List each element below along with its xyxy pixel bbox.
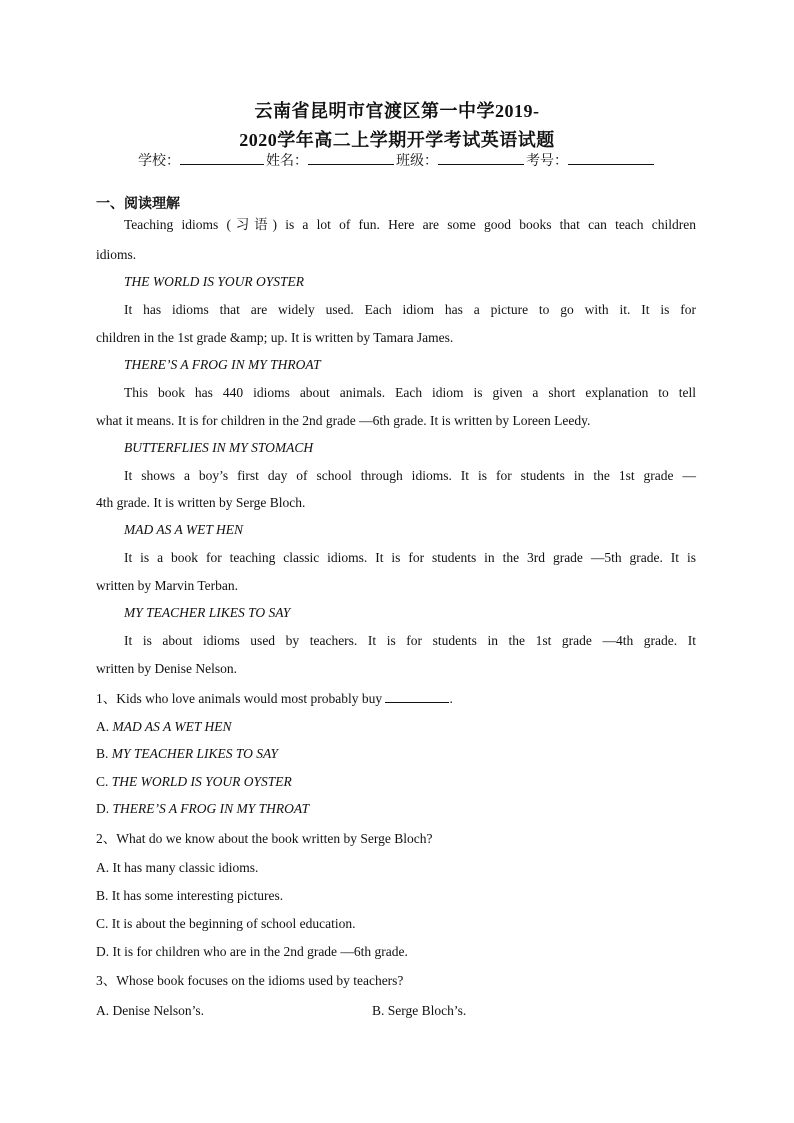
book1-line2: children in the 1st grade &amp; up. It is written by Tamara James.: [96, 330, 454, 345]
school-blank[interactable]: [180, 150, 264, 165]
book1-line1: It has idioms that are widely used. Each idiom has a picture to go with it. It is for: [124, 302, 696, 317]
book4-line1: It is a book for teaching classic idioms. It is for students in the 3rd grade —5th grade. It is: [124, 550, 696, 565]
option-letter: A.: [96, 719, 113, 734]
question-2-option-c[interactable]: C. It is about the beginning of school education.: [96, 916, 356, 931]
question-2-option-a[interactable]: A. It has many classic idioms.: [96, 860, 259, 875]
name-label: 姓名：: [266, 154, 308, 169]
option-text: THERE’S A FROG IN MY THROAT: [112, 801, 310, 816]
question-3-option-b[interactable]: B. Serge Bloch’s.: [372, 1003, 467, 1018]
passage-intro-line1: Teaching idioms (习语) is a lot of fun. Here are some good books that can teach children: [124, 217, 696, 232]
class-blank[interactable]: [438, 150, 524, 165]
book5-line2: written by Denise Nelson.: [96, 661, 237, 676]
number-label: 考号：: [526, 154, 568, 169]
passage-intro-line2: idioms.: [96, 247, 137, 262]
question-1-option-d[interactable]: [96, 800, 309, 818]
book4-line2: written by Marvin Terban.: [96, 578, 239, 593]
question-1-option-c[interactable]: [96, 773, 292, 791]
name-blank[interactable]: [308, 150, 394, 165]
exam-title-line1: 云南省昆明市官渡区第一中学2019-: [254, 101, 540, 121]
book5-line1: It is about idioms used by teachers. It is for students in the 1st grade —4th grade. It: [124, 633, 696, 648]
question-2-option-b[interactable]: B. It has some interesting pictures.: [96, 888, 284, 903]
question-1-answer-blank[interactable]: [385, 689, 449, 703]
option-letter: D.: [96, 801, 113, 816]
option-text: MY TEACHER LIKES TO SAY: [111, 746, 279, 761]
student-info-row: [0, 150, 794, 170]
section-heading: 一、阅读理解: [96, 197, 180, 212]
book2-line2: what it means. It is for children in the 2nd grade —6th grade. It is written by Loreen Leedy.: [96, 413, 591, 428]
school-label: 学校：: [138, 154, 180, 169]
book2-title: THERE’S A FROG IN MY THROAT: [124, 357, 321, 372]
option-letter: B.: [96, 746, 112, 761]
book3-line1: It shows a boy’s first day of school through idioms. It is for students in the 1st grade —: [124, 468, 696, 483]
book3-line2: 4th grade. It is written by Serge Bloch.: [96, 495, 306, 510]
book2-line1: This book has 440 idioms about animals. Each idiom is given a short explanation to tell: [124, 385, 696, 400]
option-text: THE WORLD IS YOUR OYSTER: [111, 774, 292, 789]
question-1-option-b[interactable]: [96, 745, 278, 763]
exam-title-line2: 2020学年高二上学期开学考试英语试题: [239, 130, 555, 150]
book4-title: MAD AS A WET HEN: [124, 522, 244, 537]
class-label: 班级：: [396, 154, 438, 169]
question-1-option-a[interactable]: [96, 718, 232, 736]
option-letter: C.: [96, 774, 112, 789]
question-2-stem: 2、What do we know about the book written by Serge Bloch?: [96, 831, 433, 846]
book3-title: BUTTERFLIES IN MY STOMACH: [124, 440, 314, 455]
book1-title: THE WORLD IS YOUR OYSTER: [124, 274, 305, 289]
question-3-stem: 3、Whose book focuses on the idioms used by teachers?: [96, 973, 404, 988]
question-1-end: .: [449, 691, 453, 706]
book5-title: MY TEACHER LIKES TO SAY: [124, 605, 291, 620]
question-2-option-d[interactable]: D. It is for children who are in the 2nd grade —6th grade.: [96, 944, 408, 959]
question-3-option-a[interactable]: A. Denise Nelson’s.: [96, 1003, 204, 1018]
question-1-text: 1、Kids who love animals would most probably buy: [96, 691, 383, 706]
question-1-stem: [96, 689, 453, 708]
number-blank[interactable]: [568, 150, 654, 165]
option-text: MAD AS A WET HEN: [112, 719, 232, 734]
